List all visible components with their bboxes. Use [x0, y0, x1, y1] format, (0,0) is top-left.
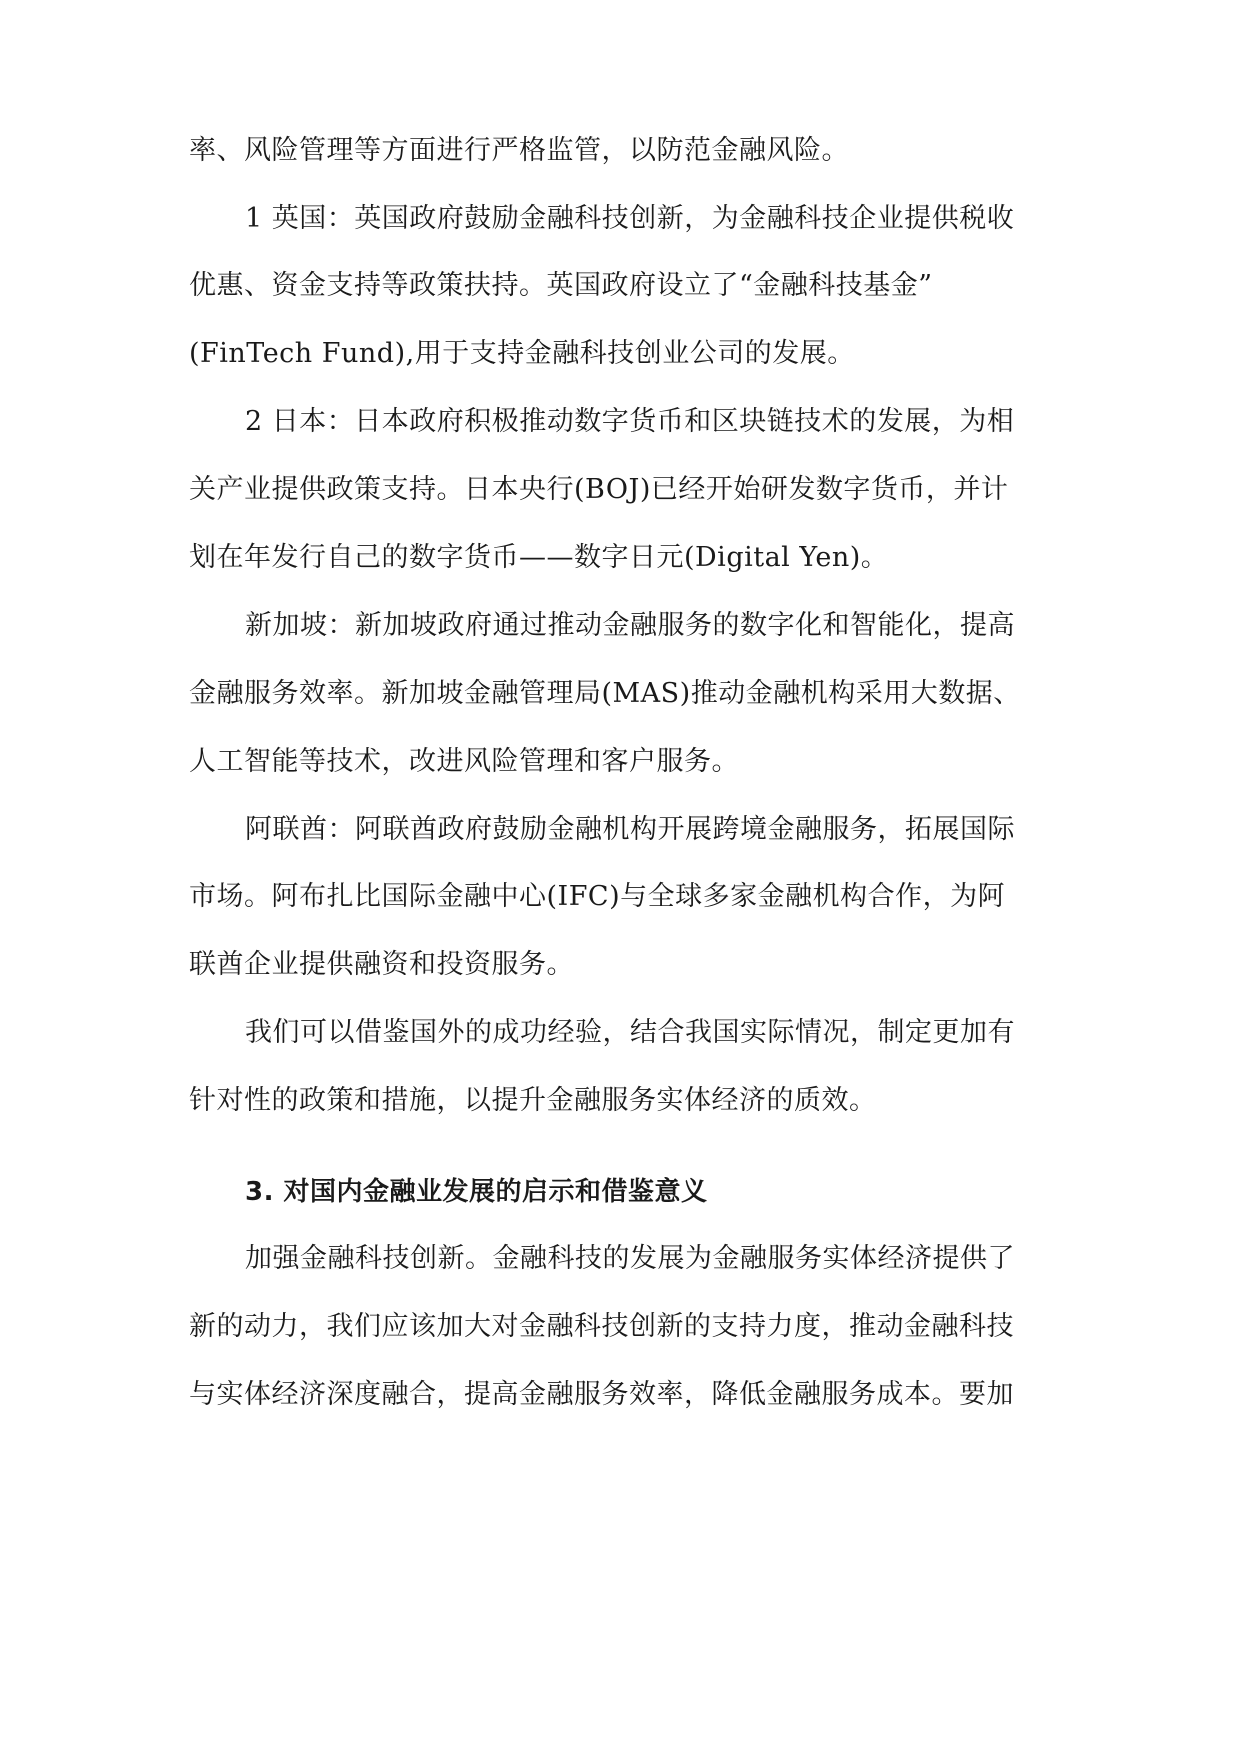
paragraph-line: 我们可以借鉴国外的成功经验，结合我国实际情况，制定更加有 — [245, 1017, 1015, 1048]
paragraph-line: 市场。阿布扎比国际金融中心(IFC)与全球多家金融机构合作，为阿 — [189, 881, 1006, 912]
paragraph-line: 金融服务效率。新加坡金融管理局(MAS)推动金融机构采用大数据、 — [189, 678, 1021, 709]
section-heading: 3. 对国内金融业发展的启示和借鉴意义 — [245, 1177, 708, 1207]
paragraph-line: (FinTech Fund),用于支持金融科技创业公司的发展。 — [189, 338, 855, 369]
paragraph-line: 优惠、资金支持等政策扶持。英国政府设立了“金融科技基金” — [189, 270, 933, 301]
paragraph-line: 划在年发行自己的数字货币——数字日元(Digital Yen)。 — [189, 542, 889, 573]
paragraph-line: 率、风险管理等方面进行严格监管，以防范金融风险。 — [189, 135, 849, 166]
paragraph-line: 联酋企业提供融资和投资服务。 — [189, 949, 574, 980]
paragraph-line: 针对性的政策和措施，以提升金融服务实体经济的质效。 — [189, 1085, 877, 1116]
paragraph-line: 2 日本：日本政府积极推动数字货币和区块链技术的发展，为相 — [245, 406, 1015, 437]
paragraph-line: 1 英国：英国政府鼓励金融科技创新，为金融科技企业提供税收 — [245, 203, 1015, 234]
paragraph-line: 新的动力，我们应该加大对金融科技创新的支持力度，推动金融科技 — [189, 1311, 1014, 1342]
paragraph-line: 与实体经济深度融合，提高金融服务效率，降低金融服务成本。要加 — [189, 1379, 1014, 1410]
paragraph-line: 关产业提供政策支持。日本央行(BOJ)已经开始研发数字货币，并计 — [189, 474, 1009, 505]
paragraph-line: 新加坡：新加坡政府通过推动金融服务的数字化和智能化，提高 — [245, 610, 1015, 641]
paragraph-line: 人工智能等技术，改进风险管理和客户服务。 — [189, 746, 739, 777]
paragraph-line: 加强金融科技创新。金融科技的发展为金融服务实体经济提供了 — [245, 1243, 1015, 1274]
paragraph-line: 阿联酋：阿联酋政府鼓励金融机构开展跨境金融服务，拓展国际 — [245, 814, 1015, 845]
